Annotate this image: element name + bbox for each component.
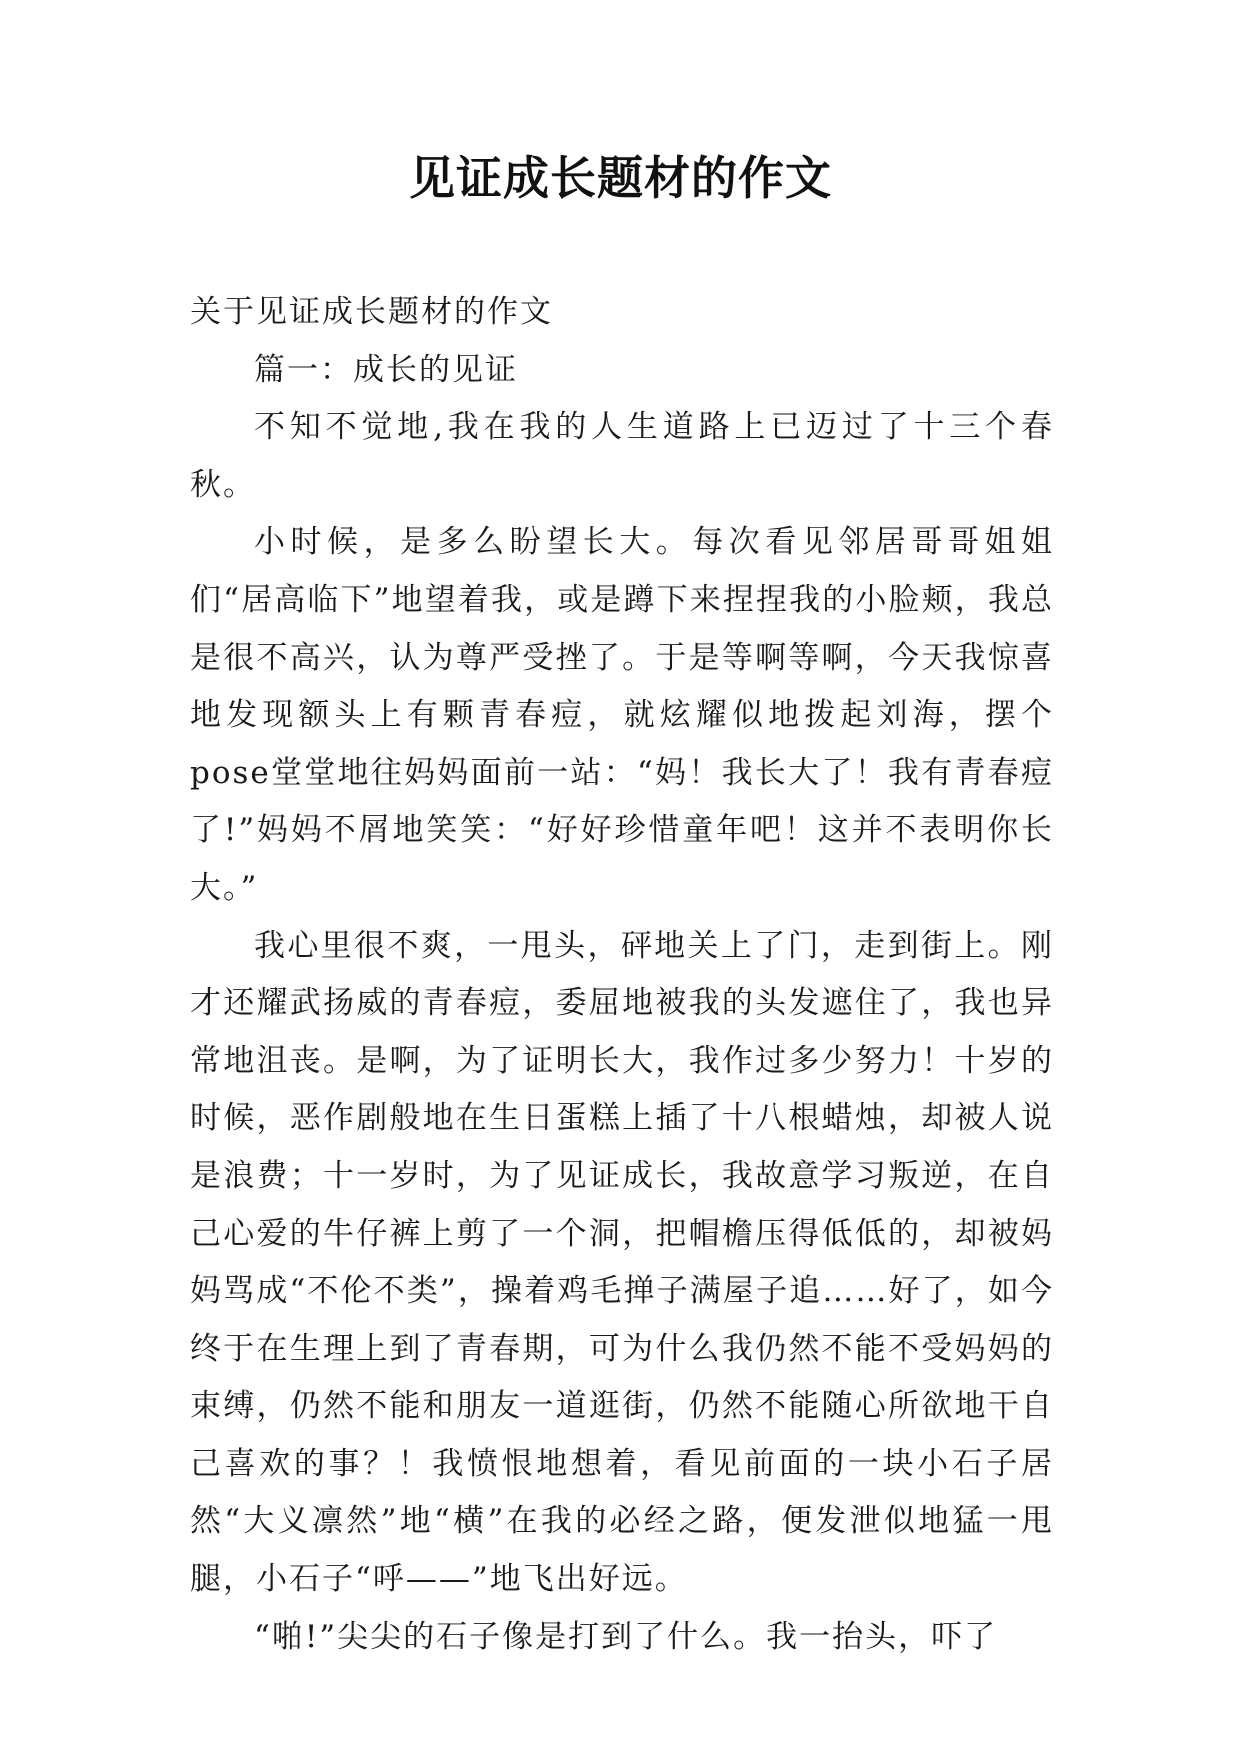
document-subtitle: 关于见证成长题材的作文 (190, 294, 553, 330)
paragraph-2: 小时候，是多么盼望长大。每次看见邻居哥哥姐姐们“居高临下”地望着我，或是蹲下来捏捏我的小脸颊，我总是很不高兴，认为尊严受挫了。于是等啊等啊，今天我惊喜地发现额头上有颗青春痘，就炫耀似地拨起刘海，摆个pose堂堂地往妈妈面前一站：“妈！我长大了！我有青春痘了!”妈妈不屑地笑笑：“好好珍惜童年吧！这并不表明你长大。” (190, 524, 1054, 906)
paragraph-4: “啪!”尖尖的石子像是打到了什么。我一抬头，吓了 (254, 1618, 998, 1655)
document-body (190, 284, 1054, 1666)
paragraph-3: 我心里很不爽，一甩头，砰地关上了门，走到街上。刚才还耀武扬威的青春痘，委屈地被我的头发遮住了，我也异常地沮丧。是啊，为了证明长大，我作过多少努力！十岁的时候，恶作剧般地在生日蛋糕上插了十八根蜡烛，却被人说是浪费；十一岁时，为了见证成长，我故意学习叛逆，在自己心爱的牛仔裤上剪了一个洞，把帽檐压得低低的，却被妈妈骂成“不伦不类”，操着鸡毛掸子满屋子追……好了，如今终于在生理上到了青春期，可为什么我仍然不能不受妈妈的束缚，仍然不能和朋友一道逛街，仍然不能随心所欲地干自己喜欢的事？！我愤恨地想着，看见前面的一块小石子居然“大义凛然”地“横”在我的必经之路，便发泄似地猛一甩腿，小石子“呼——”地飞出好远。 (190, 927, 1054, 1598)
paragraph-1: 不知不觉地,我在我的人生道路上已迈过了十三个春秋。 (190, 409, 1054, 503)
document-title: 见证成长题材的作文 (409, 151, 832, 205)
section-heading: 篇一：成长的见证 (254, 351, 518, 388)
